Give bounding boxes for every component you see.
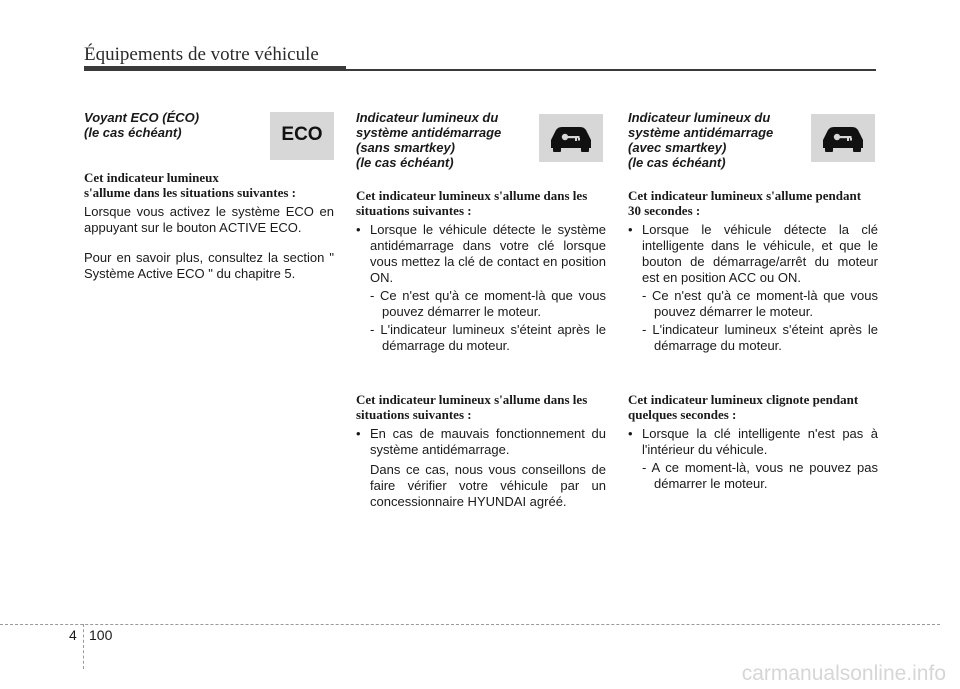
sub-item: - L'indicateur lumineux s'éteint après le démarrage du moteur.: [642, 322, 878, 353]
continuation-text: Dans ce cas, nous vous conseillons de faire vérifier votre véhicule par un concessionnaire HYUNDAI agréé.: [370, 462, 606, 509]
section-title-line: s'allume dans les situations suivantes :: [84, 185, 297, 200]
bullet-item: [356, 426, 606, 458]
section-title-line: Cet indicateur lumineux clignote pendant: [628, 392, 859, 407]
sub-item: - Ce n'est qu'à ce moment-là que vous pouvez démarrer le moteur.: [642, 288, 878, 319]
section-title-line: situations suivantes :: [356, 203, 472, 218]
section-title: [84, 170, 334, 200]
header-rule-thin: [346, 69, 876, 71]
bullet-item: [628, 426, 878, 458]
bullet-dot: •: [628, 426, 633, 441]
eco-indicator-icon: [270, 112, 334, 160]
heading-line: Voyant ECO (ÉCO): [84, 110, 200, 125]
bullet-text: Lorsque le véhicule détecte le système antidémarrage dans votre clé lorsque vous mettez la clé de contact en position ON.: [370, 222, 606, 285]
car-key-icon-graphic: [545, 122, 597, 154]
section-title-line: Cet indicateur lumineux s'allume pendant: [628, 188, 862, 203]
section-title-line: Cet indicateur lumineux s'allume dans les: [356, 188, 588, 203]
heading-line: Indicateur lumineux du: [356, 110, 499, 125]
heading-line: (le cas échéant): [84, 125, 182, 140]
car-key-icon: [539, 114, 603, 162]
bullet-text: Lorsque la clé intelligente n'est pas à l'intérieur du véhicule.: [642, 426, 878, 457]
heading-line: (le cas échéant): [628, 155, 726, 170]
watermark: carmanualsonline.info: [741, 662, 946, 685]
heading-line: système antidémarrage: [628, 125, 774, 140]
eco-icon-label: ECO: [281, 124, 323, 145]
heading-line: Indicateur lumineux du: [628, 110, 771, 125]
paragraph: Pour en savoir plus, consultez la section " Système Active ECO " du chapitre 5.: [84, 250, 334, 281]
header-rule-thick: [84, 66, 346, 71]
section-title-line: Cet indicateur lumineux s'allume dans les: [356, 392, 588, 407]
section-title: [356, 188, 606, 218]
page-header-title: Équipements de votre véhicule: [84, 44, 319, 65]
section-title: [628, 188, 878, 218]
bullet-dot: •: [356, 426, 361, 441]
page-number: 100: [89, 627, 113, 643]
sub-item: - A ce moment-là, vous ne pouvez pas démarrer le moteur.: [642, 460, 878, 491]
car-key-icon-graphic: [817, 122, 869, 154]
bullet-dot: •: [628, 222, 633, 237]
section-title-line: Cet indicateur lumineux: [84, 170, 219, 185]
bullet-dot: •: [356, 222, 361, 237]
sub-item: - L'indicateur lumineux s'éteint après le démarrage du moteur.: [370, 322, 606, 353]
heading-line: (sans smartkey): [356, 140, 455, 155]
bullet-text: Lorsque le véhicule détecte la clé intelligente dans le véhicule, et que le bouton de démarrage/arrêt du moteur est en position ACC ou ON.: [642, 222, 878, 285]
chapter-number: 4: [69, 627, 77, 643]
bullet-text: En cas de mauvais fonctionnement du système antidémarrage.: [370, 426, 606, 457]
bullet-item: [356, 222, 606, 286]
section-title-line: 30 secondes :: [628, 203, 701, 218]
footer-divider: [0, 624, 940, 625]
paragraph: Lorsque vous activez le système ECO en appuyant sur le bouton ACTIVE ECO.: [84, 204, 334, 235]
heading-line: système antidémarrage: [356, 125, 502, 140]
column-immobilizer-smartkey: [628, 110, 878, 492]
sub-item: - Ce n'est qu'à ce moment-là que vous pouvez démarrer le moteur.: [370, 288, 606, 319]
bullet-item: [628, 222, 878, 286]
column-eco-indicator: [84, 110, 334, 282]
car-key-icon: [811, 114, 875, 162]
section-title-line: quelques secondes :: [628, 407, 737, 422]
column-immobilizer-no-smartkey: [356, 110, 606, 510]
section-title-line: situations suivantes :: [356, 407, 472, 422]
section-title: [356, 392, 606, 422]
footer-vertical-divider: [83, 624, 84, 669]
heading-line: (le cas échéant): [356, 155, 454, 170]
heading-line: (avec smartkey): [628, 140, 727, 155]
section-title: [628, 392, 878, 422]
